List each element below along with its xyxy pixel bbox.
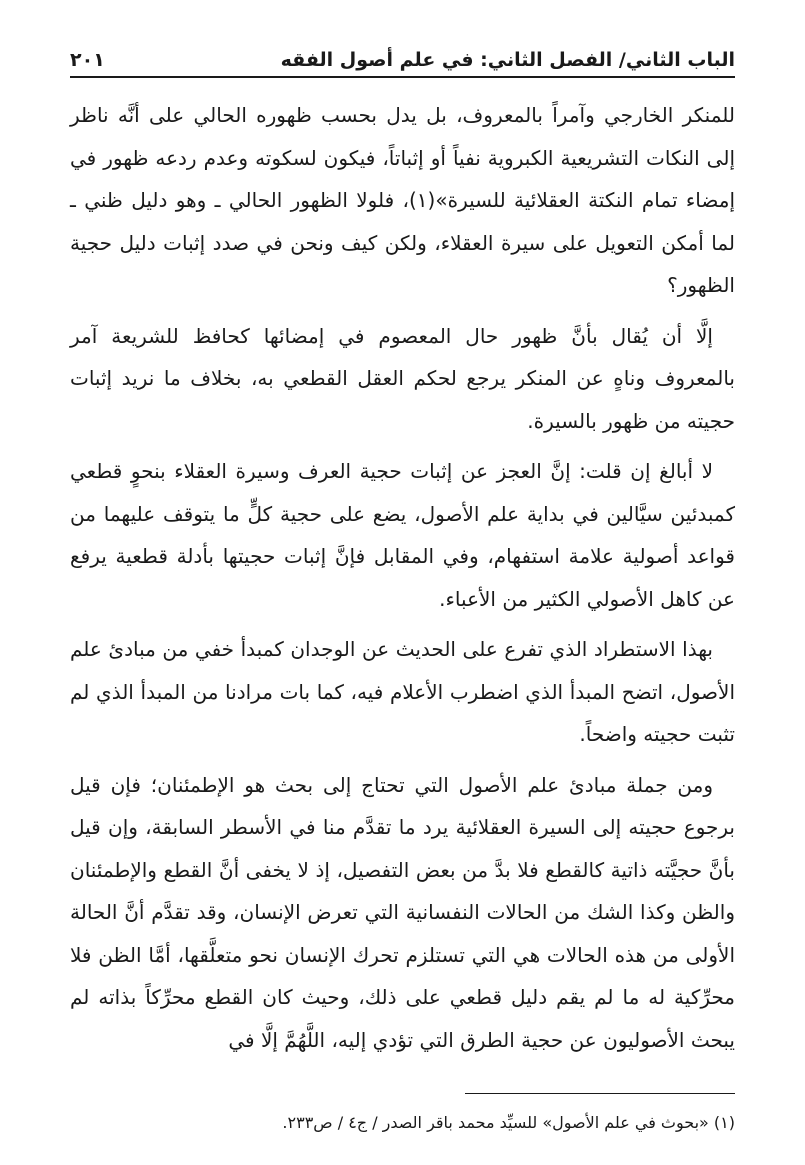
paragraph-1: للمنكر الخارجي وآمراً بالمعروف، بل يدل بحسب ظهوره الحالي على أنَّه ناظر إلى النكات التشريعية الكبروية نفياً أو إثباتاً، فيكون لسكوته وعدم ردعه ظهور في إمضاء تمام النكتة العقلائية للسيرة»(١)، فلولا الظهور الحالي ـ وهو دليل ظني ـ لما أمكن التعويل على سيرة العقلاء، ولكن كيف ونحن في صدد إثبات دليل حجية الظهور؟ [70, 103, 736, 297]
paragraph-3: لا أبالغ إن قلت: إنَّ العجز عن إثبات حجية العرف وسيرة العقلاء بنحوٍ قطعي كمبدئين سيَّالين في بداية علم الأصول، يضع على حجية كلٍّ ما يتوقف عليهما من قواعد أصولية علامة استفهام، وفي المقابل فإنَّ إثبات حجيتها بأدلة قطعية يرفع عن كاهل الأصولي الكثير من الأعباء. [70, 459, 735, 611]
book-page [70, 0, 735, 1165]
paragraph-2: إلَّا أن يُقال بأنَّ ظهور حال المعصوم في إمضائها كحافظ للشريعة آمر بالمعروف وناهٍ عن المنكر يرجع لحكم العقل القطعي به، بخلاف ما نريد إثبات حجيته من ظهور بالسيرة. [70, 323, 735, 433]
footnote-divider [465, 1093, 735, 1094]
page-number: ٢٠١ [70, 49, 105, 71]
paragraph-5: ومن جملة مبادئ علم الأصول التي تحتاج إلى بحث هو الإطمئنان؛ فإن قيل برجوع حجيته إلى السيرة العقلائية يرد ما تقدَّم منا في الأسطر السابقة، وإن قيل بأنَّ حجيَّته ذاتية كالقطع فلا بدَّ من بعض التفصيل، إذ لا يخفى أنَّ القطع والإطمئنان والظن وكذا الشك من الحالات النفسانية التي تعرض الإنسان، وقد تقدَّم أنَّ الحالة الأولى من هذه الحالات هي التي تستلزم تحرك الإنسان نحو متعلَّقها، أمَّا الظن فلا محرِّكية له ما لم يقم دليل قطعي على ذلك، وحيث كان القطع محرِّكاً بذاته لم يبحث الأصوليون عن حجية الطرق التي تؤدي إليه، اللَّهُمَّ إلَّا في [70, 772, 735, 1052]
footnote: (١) «بحوث في علم الأصول» للسيِّد محمد باقر الصدر / ج٤ / ص٢٣٣. [282, 1113, 735, 1132]
page-header [70, 34, 735, 78]
body-text [70, 94, 735, 1069]
paragraph-4: بهذا الاستطراد الذي تفرع على الحديث عن الوجدان كمبدأ خفي من مبادئ علم الأصول، اتضح المبدأ الذي اضطرب الأعلام فيه، كما بات مرادنا من المبدأ الذي لم تثبت حجيته واضحاً. [70, 637, 735, 746]
running-title: الباب الثاني/ الفصل الثاني: في علم أصول الفقه [280, 49, 735, 71]
